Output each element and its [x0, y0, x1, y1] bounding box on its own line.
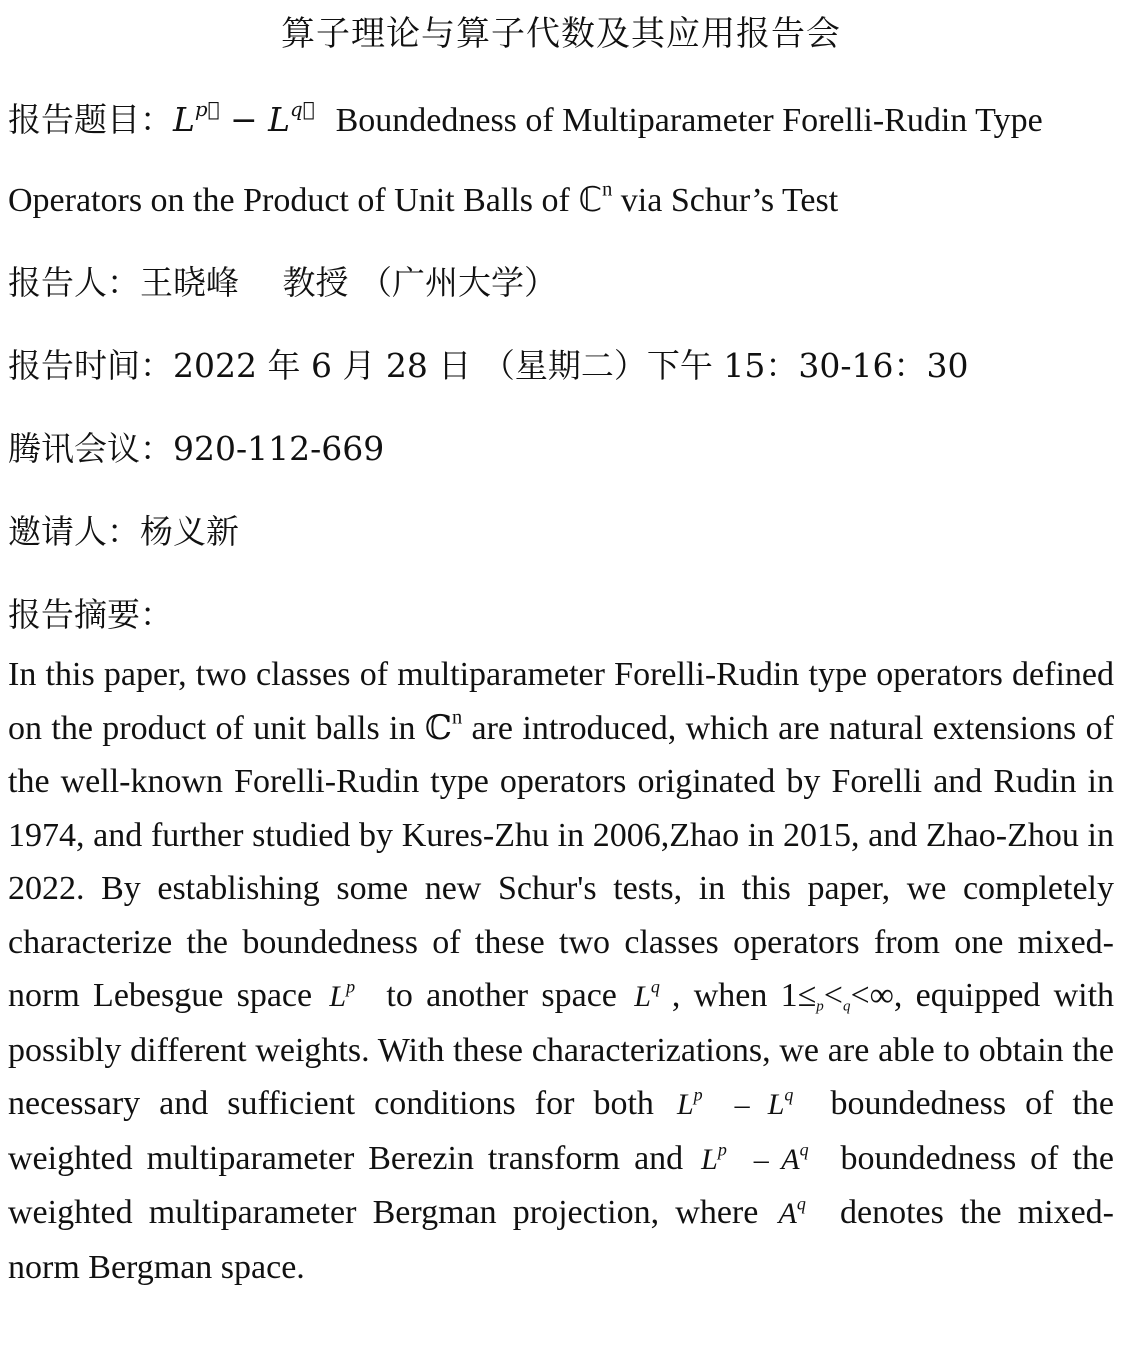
abstract-text: boundedness of the weighted multiparameter Berezin transform and [8, 1085, 1115, 1177]
math-symbol: – A [740, 1142, 800, 1176]
abstract-body [8, 648, 1114, 1294]
abstract-label: 报告摘要： [8, 595, 173, 634]
math-subscript: q [842, 998, 851, 1015]
abstract-text: < [823, 977, 843, 1014]
math-q-vector: q⃗ [290, 98, 315, 122]
meeting-line: 腾讯会议：920-112-669 [8, 429, 385, 468]
topic-text-1: Boundedness of Multiparameter Forelli-Rudin Type [335, 102, 1043, 139]
abstract-text: <∞, equipped with possibly different weights. With these characterizations, we are able to obtain the necessary and sufficient conditions for both [8, 977, 1115, 1122]
math-symbol: L [329, 980, 347, 1013]
math-p-vector: p⃗ [194, 98, 220, 122]
math-symbol: L [701, 1142, 718, 1176]
topic-text-2: Operators on the Product of Unit Balls of ℂ [8, 182, 603, 219]
math-superscript: q⃗ [799, 1139, 823, 1159]
time-line: 报告时间：2022 年 6 月 28 日 （星期二）下午 15：30-16：30 [8, 346, 969, 385]
abstract-n-superscript: n [451, 706, 463, 729]
inviter-line: 邀请人：杨义新 [8, 512, 239, 551]
abstract-text: are introduced, which are natural extensions of the well-known Forelli-Rudin type operators originated by Forelli and Rudin in 1974, and further studied by Kures-Zhu in 2006,Zhao in 2015, and Zhao-Zhou in 2022. By establishing some new Schur's tests, in this paper, we completely characterize the boundedness of these two classes operators from one mixed-norm Lebesgue space [8, 709, 1114, 1014]
math-symbol: L [634, 980, 651, 1013]
math-lp-aq [697, 1139, 826, 1176]
math-symbol: – L [716, 1088, 785, 1121]
math-aq [775, 1193, 824, 1230]
talk-info [8, 98, 1114, 648]
topic-label: 报告题目： [8, 100, 173, 139]
math-subscript: p [816, 998, 824, 1015]
topic-math [173, 100, 315, 139]
math-superscript: q⃗ [650, 976, 674, 997]
abstract-text: to another space [386, 977, 617, 1014]
math-superscript: q⃗ [796, 1193, 820, 1214]
page-title: 算子理论与算子代数及其应用报告会 [281, 14, 841, 54]
announcement-page [8, 0, 1114, 1294]
math-superscript: p⃗ [717, 1139, 741, 1159]
abstract-text: boundedness of the weighted multiparameter Bergman projection, where [8, 1139, 1114, 1231]
math-lp-lq [673, 1084, 811, 1121]
abstract-text: , when 1≤ [671, 977, 817, 1014]
math-l: L [268, 100, 291, 139]
speaker-line: 报告人：王晓峰 教授 （广州大学） [8, 263, 557, 302]
math-l-p [325, 976, 373, 1013]
abstract-text: denotes the mixed-norm Bergman space. [8, 1194, 1115, 1286]
math-symbol: L [676, 1088, 694, 1121]
math-l-q [630, 976, 678, 1013]
math-p-sub [816, 980, 824, 1013]
math-superscript: p⃗ [693, 1084, 717, 1105]
talk-topic-line-2 [8, 178, 1114, 266]
math-superscript: p⃗ [346, 976, 370, 997]
topic-n-superscript: n [602, 178, 613, 201]
math-symbol: A [778, 1197, 797, 1230]
math-l: L [173, 100, 195, 139]
abstract-text: In this paper, two classes of multiparameter Forelli-Rudin type operators defined on the product of unit balls in ℂ [8, 656, 1114, 747]
math-minus: − [229, 100, 258, 139]
math-superscript: q⃗ [784, 1084, 808, 1105]
topic-text-2-end: via Schur’s Test [612, 182, 839, 219]
talk-topic-line-1 [8, 98, 1114, 184]
